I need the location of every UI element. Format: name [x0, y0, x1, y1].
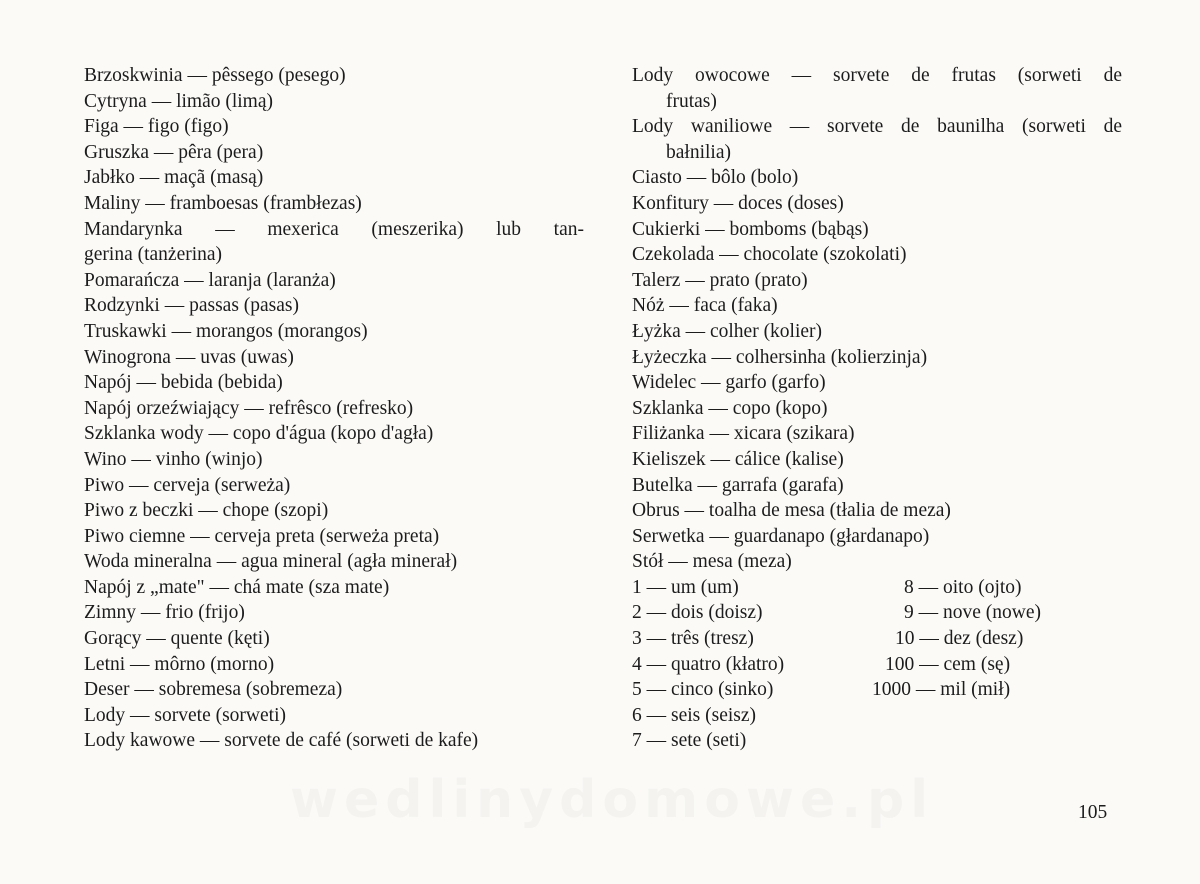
entry-line: Ciasto — bôlo (bolo)	[632, 167, 799, 189]
entry-line: Szklanka wody — copo d'água (kopo d'agła)	[84, 423, 434, 445]
entry-continuation: bałnilia)	[666, 141, 731, 163]
number-entry: 9 — nove (nowe)	[904, 602, 1042, 624]
number-entry: 100 — cem (sę)	[885, 653, 1011, 675]
entry-continuation: frutas)	[666, 90, 717, 112]
number-row	[632, 575, 1122, 601]
entry-line: Napój orzeźwiający — refrêsco (refresko)	[84, 397, 414, 419]
number-entry: 5 — cinco (sinko)	[632, 679, 774, 701]
entry-line: Winogrona — uvas (uwas)	[84, 346, 294, 368]
entry-line: Lody kawowe — sorvete de café (sorweti de kafe)	[84, 730, 479, 752]
number-entry: 1000 — mil (mił)	[872, 679, 1011, 701]
number-row	[632, 703, 1122, 729]
entry-line: Lody — sorvete (sorweti)	[84, 704, 286, 726]
entry-line: Kieliszek — cálice (kalise)	[632, 448, 844, 470]
entry-line: Napój z „mate" — chá mate (sza mate)	[84, 576, 390, 598]
number-row	[632, 728, 1122, 754]
entry-line: Konfitury — doces (doses)	[632, 192, 844, 214]
left-column	[84, 63, 584, 754]
number-entry: 6 — seis (seisz)	[632, 704, 757, 726]
entry-line: Łyżeczka — colhersinha (kolierzinja)	[632, 346, 928, 368]
entry-line: Cukierki — bomboms (bąbąs)	[632, 218, 869, 240]
entry-line: Lody waniliowe — sorvete de baunilha (sorweti de	[632, 116, 1122, 138]
page-number: 105	[1078, 802, 1108, 823]
entry-line: Woda mineralna — agua mineral (agła minerał)	[84, 551, 458, 573]
entry-line: Figa — figo (figo)	[84, 116, 229, 138]
number-row	[632, 677, 1122, 703]
entry-line: Obrus — toalha de mesa (tłalia de meza)	[632, 500, 951, 522]
entry-line: Maliny — framboesas (frambłezas)	[84, 192, 362, 214]
number-entry: 7 — sete (seti)	[632, 730, 747, 752]
entry-line: Wino — vinho (winjo)	[84, 448, 263, 470]
entry-continuation: gerina (tanżerina)	[84, 244, 223, 266]
entry-line: Lody owocowe — sorvete de frutas (sorweti de	[632, 65, 1122, 86]
entry-line: Serwetka — guardanapo (głardanapo)	[632, 525, 930, 547]
entry-line: Napój — bebida (bebida)	[84, 372, 283, 394]
entry-line: Talerz — prato (prato)	[632, 269, 808, 291]
entry-line: Filiżanka — xicara (szikara)	[632, 423, 855, 445]
number-entry: 3 — três (tresz)	[632, 628, 754, 650]
entry-line: Pomarańcza — laranja (laranża)	[84, 269, 336, 291]
right-column	[632, 63, 1122, 754]
entry-line: Butelka — garrafa (garafa)	[632, 474, 844, 496]
number-entry: 10 — dez (desz)	[895, 628, 1024, 650]
entry-line: Łyżka — colher (kolier)	[632, 320, 823, 342]
number-entry: 4 — quatro (kłatro)	[632, 653, 785, 675]
number-row	[632, 652, 1122, 678]
entry-line: Piwo — cerveja (serweża)	[84, 474, 291, 496]
entry-line: Nóż — faca (faka)	[632, 295, 778, 317]
entry-line: Deser — sobremesa (sobremeza)	[84, 679, 343, 701]
entry-line: Cytryna — limão (limą)	[84, 90, 274, 112]
entry-line: Truskawki — morangos (morangos)	[84, 320, 368, 342]
entry-line: Brzoskwinia — pêssego (pesego)	[84, 65, 346, 86]
entry-line: Rodzynki — passas (pasas)	[84, 295, 300, 317]
watermark: wedlinydomowe.pl	[290, 770, 935, 830]
number-row	[632, 600, 1122, 626]
entry-line: Czekolada — chocolate (szokolati)	[632, 244, 907, 266]
entry-line: Piwo ciemne — cerveja preta (serweża preta)	[84, 525, 440, 547]
entry-line: Jabłko — maçã (masą)	[84, 167, 264, 189]
number-entry: 2 — dois (doisz)	[632, 602, 763, 624]
entry-line: Letni — môrno (morno)	[84, 653, 275, 675]
number-row	[632, 626, 1122, 652]
entry-line: Widelec — garfo (garfo)	[632, 372, 826, 394]
entry-line: Gorący — quente (kęti)	[84, 628, 270, 650]
entry-line: Gruszka — pêra (pera)	[84, 141, 264, 163]
entry-line: Stół — mesa (meza)	[632, 551, 792, 573]
number-entry: 1 — um (um)	[632, 576, 739, 598]
entry-line: Piwo z beczki — chope (szopi)	[84, 500, 329, 522]
entry-line: Zimny — frio (frijo)	[84, 602, 245, 624]
number-entry: 8 — oito (ojto)	[904, 576, 1022, 598]
entry-line: Szklanka — copo (kopo)	[632, 397, 828, 419]
entry-line: Mandarynka — mexerica (meszerika) lub tan-	[84, 218, 584, 240]
